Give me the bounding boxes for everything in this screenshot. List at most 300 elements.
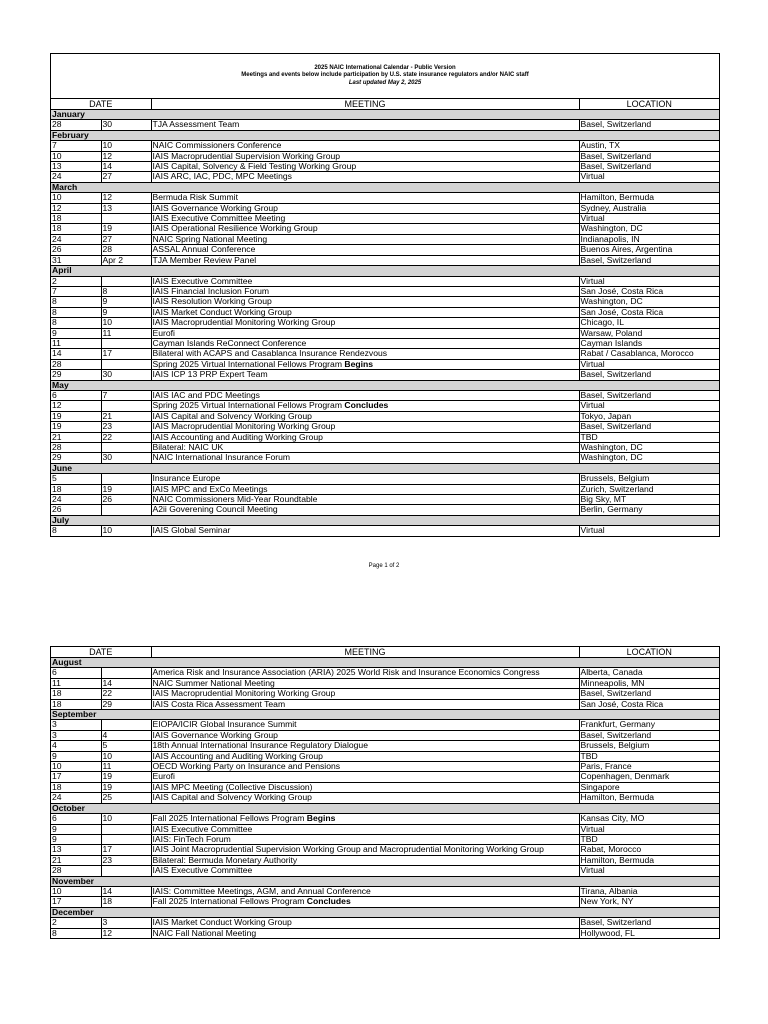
event-row xyxy=(51,286,719,296)
location-cell: Virtual xyxy=(579,866,719,876)
meeting-cell xyxy=(151,193,579,203)
end-date-cell xyxy=(101,443,151,453)
event-row xyxy=(51,814,719,824)
meeting-name: IAIS Macroprudential Supervision Working Group xyxy=(152,151,341,161)
event-row xyxy=(51,453,719,463)
start-date-cell: 11 xyxy=(51,678,101,688)
start-date-cell: 4 xyxy=(51,741,101,751)
end-date-cell: 21 xyxy=(101,411,151,421)
meeting-name: EIOPA/ICIR Global Insurance Summit xyxy=(152,719,297,730)
event-row xyxy=(51,276,719,286)
event-row xyxy=(51,422,719,432)
meeting-name: IAIS Financial Inclusion Forum xyxy=(152,286,270,296)
start-date-cell: 26 xyxy=(51,245,101,255)
calendar-page-2 xyxy=(50,646,720,939)
location-cell: Minneapolis, MN xyxy=(579,678,719,688)
location-cell: Brussels, Belgium xyxy=(579,741,719,751)
meeting-name: IAIS Operational Resilience Working Group xyxy=(152,223,318,234)
end-date-cell: 22 xyxy=(101,689,151,699)
meeting-cell xyxy=(151,824,579,834)
event-row xyxy=(51,824,719,834)
month-label: December xyxy=(51,907,719,917)
event-row xyxy=(51,151,719,161)
start-date-cell: 26 xyxy=(51,505,101,515)
event-row xyxy=(51,751,719,761)
location-cell: Big Sky, MT xyxy=(579,495,719,505)
meeting-name: OECD Working Party on Insurance and Pensions xyxy=(152,761,341,772)
event-row xyxy=(51,120,719,130)
location-cell: San José, Costa Rica xyxy=(579,307,719,317)
meeting-name: Spring 2025 Virtual International Fellows Program xyxy=(152,400,345,411)
event-row xyxy=(51,668,719,678)
location-cell: Basel, Switzerland xyxy=(579,689,719,699)
month-label: November xyxy=(51,876,719,886)
meeting-cell xyxy=(151,751,579,761)
event-row xyxy=(51,474,719,484)
meeting-cell xyxy=(151,495,579,505)
end-date-cell: 27 xyxy=(101,172,151,182)
end-date-cell xyxy=(101,401,151,411)
start-date-cell: 29 xyxy=(51,370,101,380)
location-cell: Basel, Switzerland xyxy=(579,120,719,130)
meeting-name: Bermuda Risk Summit xyxy=(152,192,238,203)
meeting-cell xyxy=(151,474,579,484)
event-row xyxy=(51,141,719,151)
meeting-cell xyxy=(151,443,579,453)
meeting-column-header: MEETING xyxy=(151,647,579,658)
location-cell: Virtual xyxy=(579,401,719,411)
month-row xyxy=(51,266,719,276)
calendar-page-1 xyxy=(50,53,720,537)
event-row xyxy=(51,370,719,380)
calendar-header xyxy=(51,54,719,99)
meeting-cell xyxy=(151,401,579,411)
start-date-cell: 24 xyxy=(51,495,101,505)
start-date-cell: 8 xyxy=(51,307,101,317)
month-row xyxy=(51,130,719,140)
meeting-status: Begins xyxy=(306,813,336,824)
event-row xyxy=(51,834,719,844)
event-row xyxy=(51,928,719,938)
month-row xyxy=(51,710,719,720)
start-date-cell: 18 xyxy=(51,224,101,234)
meeting-name: Fall 2025 International Fellows Program xyxy=(152,896,307,907)
location-cell: Warsaw, Poland xyxy=(579,328,719,338)
meeting-cell xyxy=(151,328,579,338)
meeting-cell xyxy=(151,151,579,161)
event-row xyxy=(51,484,719,494)
start-date-cell: 8 xyxy=(51,526,101,536)
end-date-cell: 19 xyxy=(101,484,151,494)
meeting-name: IAIS Governance Working Group xyxy=(152,203,278,213)
meeting-name: Bilateral: NAIC UK xyxy=(152,442,224,452)
meeting-cell xyxy=(151,214,579,224)
event-row xyxy=(51,845,719,855)
start-date-cell: 14 xyxy=(51,349,101,359)
meeting-cell xyxy=(151,338,579,348)
end-date-cell: 9 xyxy=(101,297,151,307)
meeting-name: IAIS IAC and PDC Meetings xyxy=(152,390,260,400)
meeting-name: Spring 2025 Virtual International Fellows Program xyxy=(152,359,345,369)
meeting-cell xyxy=(151,276,579,286)
location-cell: Basel, Switzerland xyxy=(579,255,719,265)
location-cell: TBD xyxy=(579,834,719,844)
meeting-cell xyxy=(151,668,579,678)
event-row xyxy=(51,720,719,730)
meeting-cell xyxy=(151,834,579,844)
event-row xyxy=(51,730,719,740)
month-label: January xyxy=(51,110,719,120)
event-row xyxy=(51,918,719,928)
end-date-cell xyxy=(101,824,151,834)
end-date-cell: 7 xyxy=(101,390,151,400)
end-date-cell: 23 xyxy=(101,855,151,865)
meeting-cell xyxy=(151,141,579,151)
meeting-cell xyxy=(151,866,579,876)
meeting-name: IAIS Macroprudential Monitoring Working Group xyxy=(152,421,336,432)
start-date-cell: 24 xyxy=(51,172,101,182)
end-date-cell xyxy=(101,276,151,286)
month-row xyxy=(51,110,719,120)
meeting-cell xyxy=(151,886,579,896)
end-date-cell: 19 xyxy=(101,772,151,782)
end-date-cell: 22 xyxy=(101,432,151,442)
location-cell: Hollywood, FL xyxy=(579,928,719,938)
meeting-cell xyxy=(151,772,579,782)
event-row xyxy=(51,897,719,907)
end-date-cell: 10 xyxy=(101,751,151,761)
month-row xyxy=(51,907,719,917)
event-row xyxy=(51,255,719,265)
events-table xyxy=(51,99,719,536)
location-cell: Basel, Switzerland xyxy=(579,390,719,400)
meeting-name: Bilateral with ACAPS and Casablanca Insurance Rendezvous xyxy=(152,348,388,359)
meeting-cell xyxy=(151,730,579,740)
start-date-cell: 31 xyxy=(51,255,101,265)
meeting-cell xyxy=(151,162,579,172)
location-cell: Hamilton, Bermuda xyxy=(579,855,719,865)
meeting-cell xyxy=(151,390,579,400)
calendar-subtitle: Meetings and events below include participation by U.S. state insurance regulators and/or NAIC staff xyxy=(241,72,529,79)
meeting-name: Insurance Europe xyxy=(152,473,221,484)
end-date-cell: 10 xyxy=(101,141,151,151)
start-date-cell: 7 xyxy=(51,141,101,151)
event-row xyxy=(51,328,719,338)
location-cell: Virtual xyxy=(579,172,719,182)
end-date-cell: 14 xyxy=(101,886,151,896)
event-row xyxy=(51,741,719,751)
meeting-name: IAIS Macroprudential Monitoring Working Group xyxy=(152,688,336,699)
meeting-cell xyxy=(151,172,579,182)
event-row xyxy=(51,793,719,803)
start-date-cell: 11 xyxy=(51,338,101,348)
start-date-cell: 9 xyxy=(51,834,101,844)
meeting-name: IAIS MPC and ExCo Meetings xyxy=(152,484,268,494)
meeting-cell xyxy=(151,453,579,463)
start-date-cell: 24 xyxy=(51,793,101,803)
month-row xyxy=(51,803,719,813)
location-cell: Basel, Switzerland xyxy=(579,918,719,928)
meeting-name: IAIS Capital, Solvency & Field Testing Working Group xyxy=(152,161,357,172)
end-date-cell: 23 xyxy=(101,422,151,432)
meeting-name: IAIS ICP 13 PRP Expert Team xyxy=(152,369,268,380)
location-cell: Virtual xyxy=(579,824,719,834)
location-cell: Basel, Switzerland xyxy=(579,370,719,380)
end-date-cell: 10 xyxy=(101,814,151,824)
meeting-name: TJA Assessment Team xyxy=(152,119,240,130)
meeting-cell xyxy=(151,814,579,824)
event-row xyxy=(51,495,719,505)
start-date-cell: 18 xyxy=(51,699,101,709)
meeting-cell xyxy=(151,359,579,369)
meeting-cell xyxy=(151,297,579,307)
page-number: Page 1 of 2 xyxy=(368,563,400,569)
meeting-name: NAIC International Insurance Forum xyxy=(152,452,291,463)
location-cell: Hamilton, Bermuda xyxy=(579,793,719,803)
end-date-cell: 26 xyxy=(101,495,151,505)
meeting-name: ASSAL Annual Conference xyxy=(152,244,256,255)
start-date-cell: 2 xyxy=(51,918,101,928)
meeting-name: IAIS Accounting and Auditing Working Group xyxy=(152,751,323,761)
end-date-cell xyxy=(101,668,151,678)
end-date-cell: 30 xyxy=(101,453,151,463)
start-date-cell: 8 xyxy=(51,928,101,938)
meeting-name: IAIS Joint Macroprudential Supervision Working Group and Macroprudential Monitoring Working Group xyxy=(152,844,544,855)
meeting-cell xyxy=(151,720,579,730)
location-cell: Singapore xyxy=(579,782,719,792)
end-date-cell: 10 xyxy=(101,526,151,536)
event-row xyxy=(51,193,719,203)
location-cell: Austin, TX xyxy=(579,141,719,151)
start-date-cell: 8 xyxy=(51,318,101,328)
location-cell: Virtual xyxy=(579,526,719,536)
start-date-cell: 28 xyxy=(51,866,101,876)
meeting-name: Bilateral: Bermuda Monetary Authority xyxy=(152,855,298,865)
end-date-cell xyxy=(101,505,151,515)
location-cell: Basel, Switzerland xyxy=(579,422,719,432)
location-cell: Rabat, Morocco xyxy=(579,845,719,855)
meeting-name: NAIC Fall National Meeting xyxy=(152,928,257,938)
meeting-cell xyxy=(151,224,579,234)
location-cell: Virtual xyxy=(579,214,719,224)
end-date-cell: 30 xyxy=(101,120,151,130)
event-row xyxy=(51,338,719,348)
meeting-status: Begins xyxy=(344,359,374,369)
meeting-cell xyxy=(151,307,579,317)
event-row xyxy=(51,234,719,244)
event-row xyxy=(51,505,719,515)
start-date-cell: 18 xyxy=(51,782,101,792)
event-row xyxy=(51,886,719,896)
date-column-header: DATE xyxy=(51,99,151,110)
start-date-cell: 10 xyxy=(51,886,101,896)
location-cell: Basel, Switzerland xyxy=(579,730,719,740)
end-date-cell: 19 xyxy=(101,782,151,792)
start-date-cell: 6 xyxy=(51,814,101,824)
end-date-cell: 10 xyxy=(101,318,151,328)
end-date-cell xyxy=(101,866,151,876)
location-cell: Indianapolis, IN xyxy=(579,234,719,244)
end-date-cell xyxy=(101,338,151,348)
location-cell: Sydney, Australia xyxy=(579,203,719,213)
end-date-cell: 17 xyxy=(101,845,151,855)
last-updated: Last updated May 2, 2025 xyxy=(348,79,422,86)
meeting-cell xyxy=(151,526,579,536)
start-date-cell: 7 xyxy=(51,286,101,296)
meeting-cell xyxy=(151,286,579,296)
event-row xyxy=(51,349,719,359)
end-date-cell xyxy=(101,359,151,369)
end-date-cell: 5 xyxy=(101,741,151,751)
start-date-cell: 28 xyxy=(51,359,101,369)
meeting-name: IAIS Accounting and Auditing Working Group xyxy=(152,432,323,442)
end-date-cell: 12 xyxy=(101,151,151,161)
start-date-cell: 21 xyxy=(51,432,101,442)
month-row xyxy=(51,380,719,390)
meeting-cell xyxy=(151,845,579,855)
end-date-cell: 11 xyxy=(101,762,151,772)
start-date-cell: 12 xyxy=(51,203,101,213)
start-date-cell: 19 xyxy=(51,422,101,432)
meeting-name: 18th Annual International Insurance Regulatory Dialogue xyxy=(152,740,368,751)
event-row xyxy=(51,678,719,688)
month-row xyxy=(51,182,719,192)
meeting-name: IAIS Executive Committee Meeting xyxy=(152,213,286,224)
meeting-name: Fall 2025 International Fellows Program xyxy=(152,813,307,824)
end-date-cell: 9 xyxy=(101,307,151,317)
event-row xyxy=(51,162,719,172)
meeting-cell xyxy=(151,918,579,928)
start-date-cell: 18 xyxy=(51,214,101,224)
end-date-cell: 17 xyxy=(101,349,151,359)
event-row xyxy=(51,297,719,307)
start-date-cell: 8 xyxy=(51,297,101,307)
start-date-cell: 6 xyxy=(51,390,101,400)
end-date-cell: 30 xyxy=(101,370,151,380)
meeting-status: Concludes xyxy=(306,896,351,907)
month-label: September xyxy=(51,710,719,720)
start-date-cell: 10 xyxy=(51,151,101,161)
meeting-name: NAIC Summer National Meeting xyxy=(152,678,275,688)
event-row xyxy=(51,855,719,865)
location-cell: Tirana, Albania xyxy=(579,886,719,896)
month-label: June xyxy=(51,463,719,473)
start-date-cell: 28 xyxy=(51,120,101,130)
event-row xyxy=(51,762,719,772)
meeting-cell xyxy=(151,370,579,380)
meeting-cell xyxy=(151,689,579,699)
location-cell: Basel, Switzerland xyxy=(579,162,719,172)
start-date-cell: 3 xyxy=(51,730,101,740)
meeting-name: IAIS Global Seminar xyxy=(152,525,231,536)
end-date-cell: 3 xyxy=(101,918,151,928)
event-row xyxy=(51,224,719,234)
location-cell: Frankfurt, Germany xyxy=(579,720,719,730)
location-cell: Cayman Islands xyxy=(579,338,719,348)
location-cell: Kansas City, MO xyxy=(579,814,719,824)
start-date-cell: 28 xyxy=(51,443,101,453)
meeting-cell xyxy=(151,741,579,751)
location-cell: Washington, DC xyxy=(579,297,719,307)
event-row xyxy=(51,245,719,255)
end-date-cell: 8 xyxy=(101,286,151,296)
start-date-cell: 24 xyxy=(51,234,101,244)
meeting-cell xyxy=(151,782,579,792)
meeting-cell xyxy=(151,120,579,130)
start-date-cell: 17 xyxy=(51,897,101,907)
meeting-name: IAIS Market Conduct Working Group xyxy=(152,917,292,928)
location-cell: TBD xyxy=(579,432,719,442)
start-date-cell: 9 xyxy=(51,328,101,338)
meeting-cell xyxy=(151,793,579,803)
location-cell: Zurich, Switzerland xyxy=(579,484,719,494)
meeting-name: IAIS Capital and Solvency Working Group xyxy=(152,792,312,803)
start-date-cell: 19 xyxy=(51,411,101,421)
meeting-name: IAIS Executive Committee xyxy=(152,865,253,876)
event-row xyxy=(51,172,719,182)
meeting-cell xyxy=(151,255,579,265)
meeting-name: IAIS Macroprudential Monitoring Working Group xyxy=(152,317,336,328)
location-cell: Virtual xyxy=(579,276,719,286)
meeting-cell xyxy=(151,484,579,494)
meeting-cell xyxy=(151,422,579,432)
start-date-cell: 5 xyxy=(51,474,101,484)
meeting-cell xyxy=(151,349,579,359)
meeting-cell xyxy=(151,855,579,865)
meeting-name: IAIS Capital and Solvency Working Group xyxy=(152,411,312,421)
meeting-cell xyxy=(151,432,579,442)
date-column-header: DATE xyxy=(51,647,151,658)
event-row xyxy=(51,318,719,328)
meeting-name: IAIS Executive Committee xyxy=(152,824,253,834)
event-row xyxy=(51,772,719,782)
event-row xyxy=(51,443,719,453)
location-cell: Buenos Aires, Argentina xyxy=(579,245,719,255)
meeting-name: NAIC Spring National Meeting xyxy=(152,234,268,244)
location-cell: Hamilton, Bermuda xyxy=(579,193,719,203)
start-date-cell: 17 xyxy=(51,772,101,782)
end-date-cell: 12 xyxy=(101,928,151,938)
event-row xyxy=(51,689,719,699)
location-cell: Washington, DC xyxy=(579,443,719,453)
end-date-cell: 29 xyxy=(101,699,151,709)
end-date-cell: 18 xyxy=(101,897,151,907)
meeting-cell xyxy=(151,678,579,688)
event-row xyxy=(51,782,719,792)
calendar-title: 2025 NAIC International Calendar - Public Version xyxy=(314,64,456,71)
meeting-name: IAIS Costa Rica Assessment Team xyxy=(152,699,286,709)
location-column-header: LOCATION xyxy=(579,647,719,658)
meeting-name: IAIS Resolution Working Group xyxy=(152,296,272,307)
location-cell: Washington, DC xyxy=(579,224,719,234)
meeting-cell xyxy=(151,505,579,515)
month-row xyxy=(51,658,719,668)
start-date-cell: 9 xyxy=(51,751,101,761)
month-label: May xyxy=(51,380,719,390)
meeting-name: IAIS: Committee Meetings, AGM, and Annual Conference xyxy=(152,886,371,896)
location-cell: San José, Costa Rica xyxy=(579,286,719,296)
event-row xyxy=(51,401,719,411)
start-date-cell: 12 xyxy=(51,401,101,411)
end-date-cell: 12 xyxy=(101,193,151,203)
event-row xyxy=(51,390,719,400)
month-label: October xyxy=(51,803,719,813)
start-date-cell: 10 xyxy=(51,762,101,772)
end-date-cell: 25 xyxy=(101,793,151,803)
meeting-cell xyxy=(151,411,579,421)
end-date-cell xyxy=(101,834,151,844)
start-date-cell: 13 xyxy=(51,845,101,855)
